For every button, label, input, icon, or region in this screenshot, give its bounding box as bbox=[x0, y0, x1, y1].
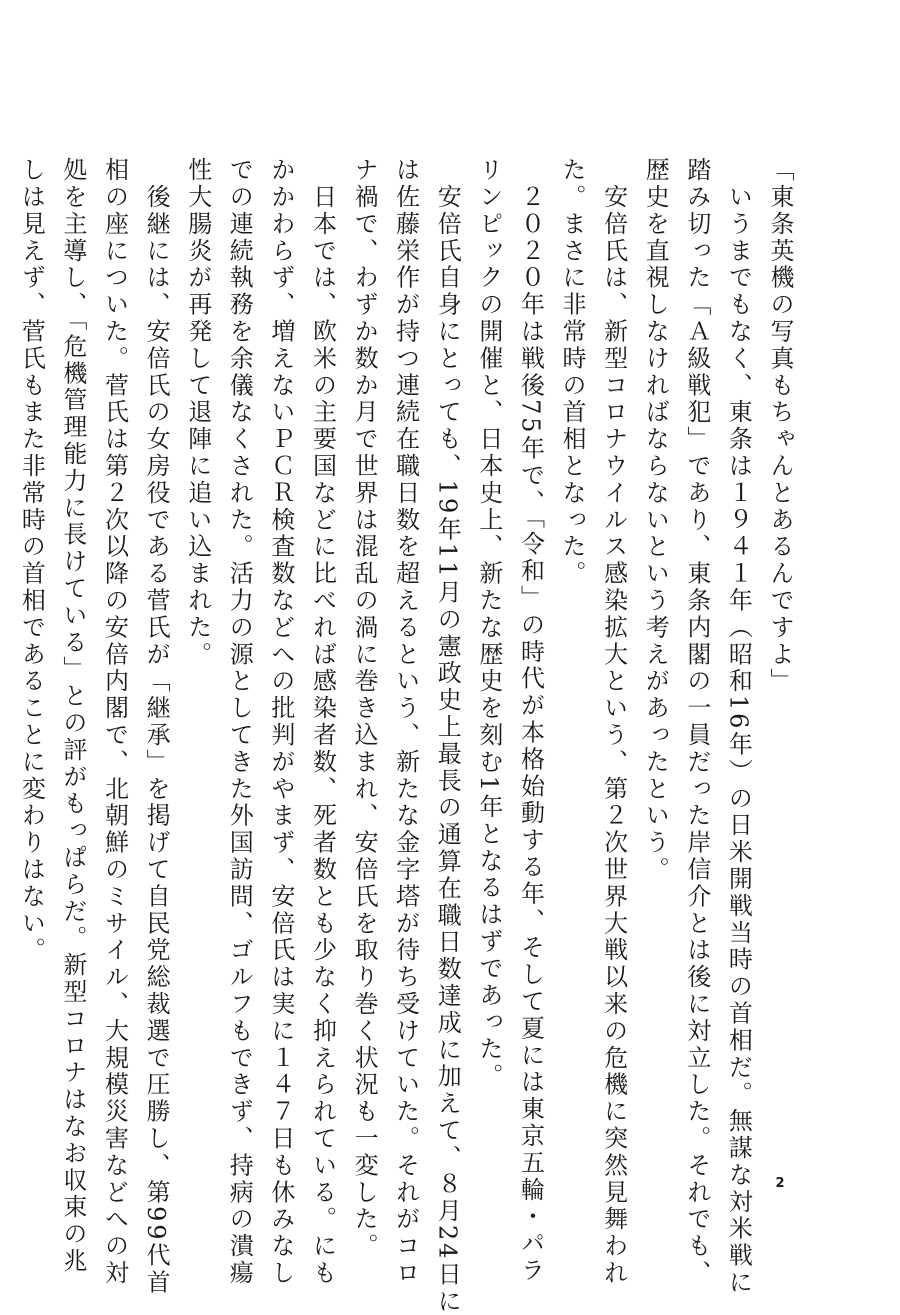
text-line: ナ禍で、わずか数か月で世界は混乱の渦に巻き込まれ、安倍氏を取り巻く状況も一変した。 bbox=[350, 157, 379, 1260]
text-line: 処を主導し、「危機管理能力に長けている」との評がもっぱらだ。新型コロナはなお収束の兆 bbox=[58, 157, 87, 1275]
text-line: での連続執務を余儀なくされた。活力の源としてきた外国訪問、ゴルフもできず、持病の潰瘍 bbox=[225, 157, 254, 1287]
text-line: 安倍氏自身にとっても、19年11月の憲政史上最長の通算在職日数達成に加えて、８月24日に bbox=[433, 157, 462, 1315]
text-line: かかわらず、増えないＰＣＲ検査数などへの批判がやまず、安倍氏は実に１４７日も休みなし bbox=[266, 157, 295, 1287]
text-line: いうまでもなく、東条は１９４１年（昭和16年）の日米開戦当時の首相だ。無謀な対米戦に bbox=[724, 157, 753, 1297]
article-body bbox=[17, 157, 800, 1315]
text-line: 相の座についた。菅氏は第２次以降の安倍内閣で、北朝鮮のミサイル、大規模災害などへの対 bbox=[100, 157, 129, 1287]
text-line: ２０２０年は戦後75年で、「令和」の時代が本格始動する年、そして夏には東京五輪・パラ bbox=[516, 157, 545, 1285]
text-line: しは見えず、菅氏もまた非常時の首相であることに変わりはない。 bbox=[17, 157, 46, 964]
page-number: 2 bbox=[775, 1176, 785, 1191]
text-line: 歴史を直視しなければならないという考えがあったという。 bbox=[641, 157, 670, 884]
text-line: 「東条英機の写真もちゃんとあるんですよ」 bbox=[766, 157, 794, 695]
text-line: 後継には、安倍氏の女房役である菅氏が「継承」を掲げて自民党総裁選で圧勝し、第99代首 bbox=[142, 157, 171, 1297]
text-line: リンピックの開催と、日本史上、新たな歴史を刻む1年となるはずであった。 bbox=[474, 157, 503, 1090]
text-line: 踏み切った「Ａ級戦犯」であり、東条内閣の一員だった岸信介とは後に対立した。それでも、 bbox=[682, 157, 711, 1287]
text-line: た。まさに非常時の首相となった。 bbox=[558, 157, 587, 588]
text-line: 日本では、欧米の主要国などに比べれば感染者数、死者数とも少なく抑えられている。にも bbox=[308, 157, 337, 1287]
text-line: 性大腸炎が再発して退陣に追い込まれた。 bbox=[183, 157, 212, 669]
text-line: 安倍氏は、新型コロナウイルス感染拡大という、第２次世界大戦以来の危機に突然見舞われ bbox=[599, 157, 628, 1287]
text-line: は佐藤栄作が持つ連続在職日数を超えるという、新たな金字塔が待ち受けていた。それがコロ bbox=[391, 157, 420, 1287]
